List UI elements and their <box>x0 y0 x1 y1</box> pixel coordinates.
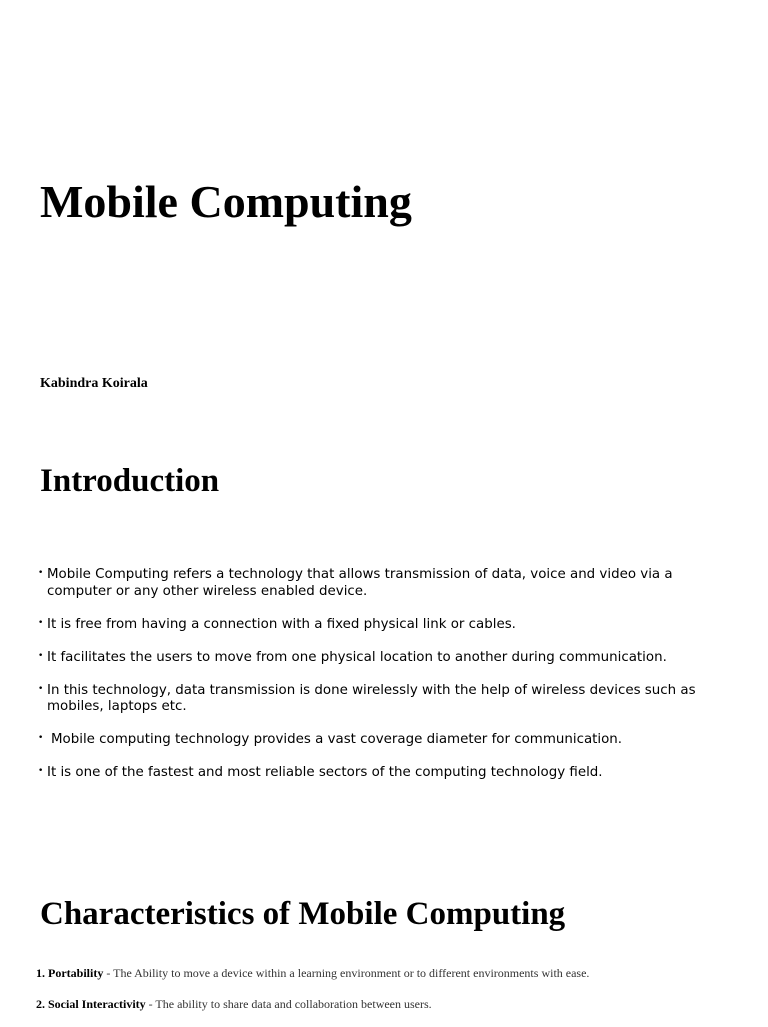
characteristic-description: - The Ability to move a device within a learning environment or to different environments with ease. <box>103 966 590 980</box>
characteristic-number: 2. <box>36 997 45 1011</box>
introduction-bullet <box>38 765 728 782</box>
introduction-bullet <box>38 617 728 634</box>
characteristics-list <box>36 965 736 1027</box>
document-title: Mobile Computing <box>40 176 412 227</box>
introduction-bullet <box>38 567 728 600</box>
introduction-bullet-list <box>38 567 728 798</box>
bullet-text: It is one of the fastest and most reliable sectors of the computing technology field. <box>47 765 603 780</box>
bullet-icon: • <box>38 568 44 578</box>
bullet-icon: • <box>38 617 44 628</box>
bullet-text: In this technology, data transmission is done wirelessly with the help of wireless devices such as mobiles, laptops etc. <box>47 682 696 714</box>
author-name: Kabindra Koirala <box>40 376 148 391</box>
introduction-bullet <box>38 732 728 749</box>
characteristics-heading: Characteristics of Mobile Computing <box>40 896 566 932</box>
bullet-text: Mobile Computing refers a technology that allows transmission of data, voice and video via a computer or any other wireless enabled device. <box>47 567 673 599</box>
bullet-icon: • <box>38 683 44 694</box>
characteristic-number: 1. <box>36 966 45 980</box>
bullet-icon: • <box>38 733 44 743</box>
introduction-bullet <box>38 683 728 716</box>
bullet-icon: • <box>38 650 44 661</box>
bullet-text: It facilitates the users to move from one physical location to another during communication. <box>47 649 667 665</box>
introduction-bullet <box>38 650 728 667</box>
characteristic-term: Social Interactivity <box>48 997 146 1011</box>
bullet-icon: • <box>38 766 44 776</box>
bullet-text: Mobile computing technology provides a vast coverage diameter for communication. <box>51 732 623 747</box>
introduction-heading: Introduction <box>40 463 220 499</box>
characteristic-description: - The ability to share data and collaboration between users. <box>145 997 432 1011</box>
characteristic-term: Portability <box>48 966 104 980</box>
characteristic-item <box>36 996 736 1012</box>
bullet-text: It is free from having a connection with a fixed physical link or cables. <box>47 616 516 632</box>
characteristic-item <box>36 965 736 981</box>
